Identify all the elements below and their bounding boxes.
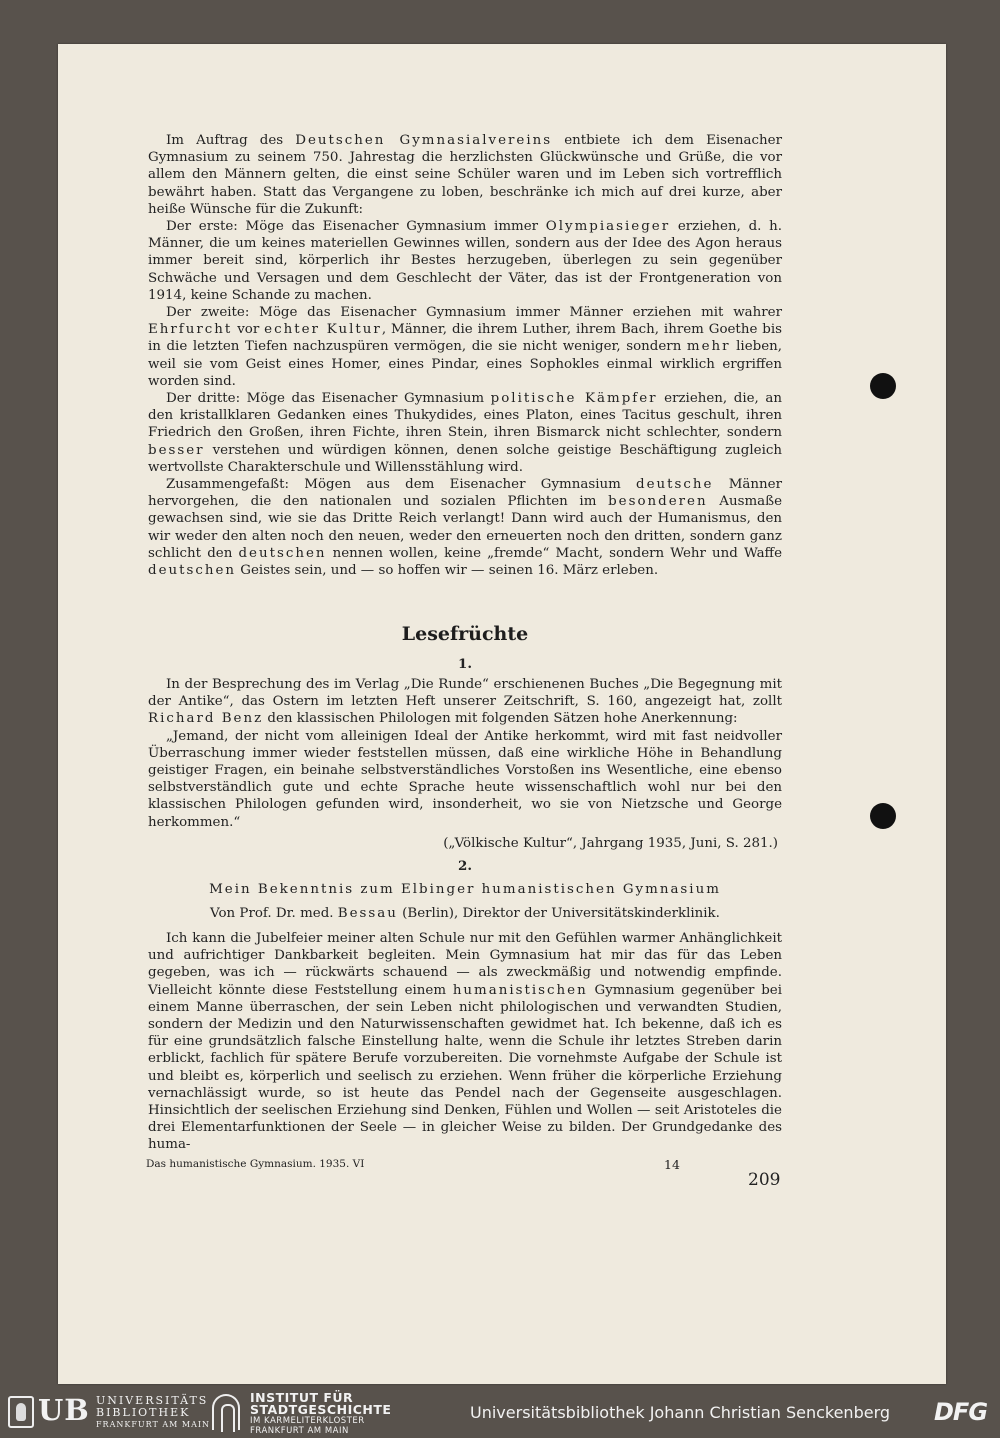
text-run: Im Auftrag des bbox=[166, 133, 296, 148]
paragraph bbox=[148, 304, 782, 390]
isg-line: IM KARMELITERKLOSTER bbox=[250, 1416, 365, 1426]
spaced-text: Bessau bbox=[337, 906, 398, 921]
text-run: lieben, weil sie vom Geist eines Homer, eines Pindar, eines Sophokles einmal wirklich ergriffen worden sind. bbox=[148, 339, 782, 389]
text-run: erziehen, d. h. Männer, die um keines materiellen Gewinnes willen, sondern aus der Idee des Agon heraus immer bereit sind, körperlich ihr Bestes herzugeben, überlegen zu sein gegenüber Schwäche und Versagen und dem Geschlecht der Väter, das ist der Frontgeneration von 1914, keine Schande zu machen. bbox=[148, 219, 782, 303]
text-run: Ich kann die Jubelfeier meiner alten Schule nur mit den Gefühlen warmer Anhänglichkeit und aufrichtiger Dankbarkeit begleiten. Mein Gymnasium hat mir das für das Leben gegeben, was ich — rückwärts schauend — als zweckmäßig und notwendig empfinde. Vielleicht könnte diese Feststellung einem bbox=[148, 931, 782, 998]
punch-hole bbox=[870, 803, 896, 829]
text-run: Gymnasium gegenüber bei einem Manne überraschen, der sein Leben nicht philologischen und verwandten Studien, sondern der Medizin und den Naturwissenschaften gewidmet hat. Ich bekenne, daß ich es für eine grundsätzlich falsche Einstellung halte, wenn die Schule ihr letztes Streben darin erblickt, fachlich für spätere Berufe vorzubereiten. Die vornehmste Aufgabe der Schule ist und bleibt es, körperlich und seelisch zu erziehen. Wenn früher die körperliche Erziehung vernachlässigt wurde, so ist heute das Pendel nach der Gegenseite ausgeschlagen. Hinsichtlich der seelischen Erziehung sind Denken, Fühlen und Wollen — seit Aristoteles die drei Elementarfunktionen der Seele — in gleicher Weise zu bilden. Der Grundgedanke des huma- bbox=[148, 982, 782, 1153]
dfg-logo: DFG bbox=[934, 1398, 988, 1426]
text-run: In der Besprechung des im Verlag „Die Runde“ erschienenen Buches „Die Begegnung mit der Antike“, das Ostern im letzten Heft unserer Zeitschrift, S. 160, angezeigt hat, zollt bbox=[148, 677, 782, 710]
punch-hole bbox=[870, 373, 896, 399]
item-two bbox=[148, 930, 782, 1154]
paragraph bbox=[148, 390, 782, 476]
paragraph bbox=[148, 930, 782, 1154]
text-run: erziehen, die, an den kristallklaren Gedanken eines Thukydides, eines Platon, eines Tacitus geschult, ihren Friedrich den Großen, ihren Fichte, ihren Stein, ihren Bismarck nicht schlechter, sondern bbox=[148, 391, 782, 441]
text-run: den klassischen Philologen mit folgenden Sätzen hohe Anerkennung: bbox=[263, 711, 738, 727]
spaced-text: echter Kultur bbox=[264, 322, 382, 338]
item-number: 2. bbox=[458, 858, 472, 874]
paragraph bbox=[148, 676, 782, 728]
spaced-text: Olympiasieger bbox=[545, 219, 671, 235]
ub-line: BIBLIOTHEK bbox=[96, 1406, 191, 1419]
isg-arch-icon bbox=[212, 1394, 240, 1430]
isg-line: INSTITUT FÜR bbox=[250, 1390, 354, 1405]
spaced-text: Ehrfurcht bbox=[148, 322, 233, 338]
spaced-text: besonderen bbox=[608, 494, 708, 510]
text-run: Der zweite: Möge das Eisenacher Gymnasium immer Männer erziehen mit wahrer bbox=[166, 305, 782, 321]
author-line bbox=[148, 906, 782, 921]
spaced-text: deutschen bbox=[148, 563, 237, 579]
isg-logo-text bbox=[250, 1392, 391, 1436]
text-run: nennen wollen, keine „fremde“ Macht, sondern Wehr und Waffe bbox=[326, 545, 782, 561]
signature-mark: 14 bbox=[664, 1157, 680, 1172]
text-run: Geistes sein, und — so hoffen wir — seinen 16. März erleben. bbox=[236, 563, 659, 579]
text-run: Von Prof. Dr. med. bbox=[210, 906, 338, 921]
spaced-text: mehr bbox=[686, 339, 731, 355]
item-number: 1. bbox=[458, 656, 472, 672]
quotation: „Jemand, der nicht vom alleinigen Ideal der Antike herkommt, wird mit fast neidvoller Überraschung immer wieder feststellen müssen, daß eine wirkliche Höhe in Behandlung geistiger Fragen, ein beinahe selbstverständliches Vorstoßen ins Wesentliche, eine ebenso selbstverständlich gute und echte Sprache heute wissenschaftlich wohl nur bei den klassischen Philologen gefunden wird, insonderheit, wo sie von Nietzsche und George herkommen.“ bbox=[148, 728, 782, 830]
paragraph bbox=[148, 218, 782, 304]
library-name: Universitätsbibliothek Johann Christian Senckenberg bbox=[470, 1403, 891, 1422]
text-run: Der erste: Möge das Eisenacher Gymnasium immer bbox=[166, 219, 546, 235]
text-run: , Männer, die ihrem Luther, ihrem Bach, ihrem Goethe bis in die letzten Tiefen nachzuspüren vermögen, die sie nicht weniger, sondern bbox=[148, 322, 782, 355]
spaced-text: deutschen bbox=[238, 545, 327, 561]
spaced-text: deutsche bbox=[636, 477, 714, 493]
text-run: vor bbox=[232, 322, 265, 338]
isg-line: FRANKFURT AM MAIN bbox=[250, 1426, 349, 1436]
bottom-bar bbox=[0, 1388, 1000, 1438]
text-run: verstehen und würdigen können, denen solche geistige Beschäftigung zugleich wertvollste Charakterschule und Willensstählung wird. bbox=[148, 442, 782, 475]
text-run: Der dritte: Möge das Eisenacher Gymnasium bbox=[166, 391, 491, 407]
text-run: Ausmaße gewachsen sind, wie sie das Dritte Reich verlangt! Dann wird auch der Humanismus, den wir weder den alten noch den neuen, weder den erneuerten noch den dritten, sondern ganz schlicht den bbox=[148, 494, 782, 561]
isg-line: STADTGESCHICHTE bbox=[250, 1402, 392, 1417]
text-run: Zusammengefaßt: Mögen aus dem Eisenacher Gymnasium bbox=[166, 477, 637, 493]
ub-portrait-icon bbox=[8, 1396, 34, 1428]
ub-logo-text bbox=[96, 1395, 210, 1431]
ub-line: UNIVERSITÄTS bbox=[96, 1394, 209, 1407]
opening-section bbox=[148, 132, 782, 579]
spaced-text: humanistischen bbox=[452, 982, 588, 998]
item-one bbox=[148, 676, 782, 852]
section-heading: Lesefrüchte bbox=[401, 623, 529, 645]
paragraph bbox=[148, 476, 782, 579]
ub-line: FRANKFURT AM MAIN bbox=[96, 1420, 211, 1429]
paragraph bbox=[148, 132, 782, 218]
text-run: entbiete ich dem Eisenacher Gymnasium zu seinem 750. Jahrestag die herzlichsten Glückwünsche und Grüße, die vor allem den Männern gelten, die einst seine Schüler waren und im Leben sich vortrefflich bewährt haben. Statt das Vergangene zu loben, beschränke ich mich auf drei kurze, aber heiße Wünsche für die Zukunft: bbox=[148, 133, 782, 217]
text-run: Männer hervorgehen, die den nationalen und sozialen Pflichten im bbox=[148, 477, 782, 510]
quotation-source: („Völkische Kultur“, Jahrgang 1935, Juni, S. 281.) bbox=[443, 835, 778, 851]
ub-logo-letters: UB bbox=[38, 1393, 90, 1427]
text-run: (Berlin), Direktor der Universitätskinderklinik. bbox=[397, 906, 720, 921]
spaced-text: besser bbox=[148, 442, 205, 458]
spaced-text: Deutschen Gymnasialvereins bbox=[295, 133, 553, 148]
journal-footer: Das humanistische Gymnasium. 1935. VI bbox=[146, 1158, 365, 1170]
item-subtitle: Mein Bekenntnis zum Elbinger humanistischen Gymnasium bbox=[209, 882, 721, 897]
page-number: 209 bbox=[748, 1170, 781, 1190]
spaced-text: politische Kämpfer bbox=[490, 391, 658, 407]
spaced-text: Richard Benz bbox=[148, 711, 264, 727]
